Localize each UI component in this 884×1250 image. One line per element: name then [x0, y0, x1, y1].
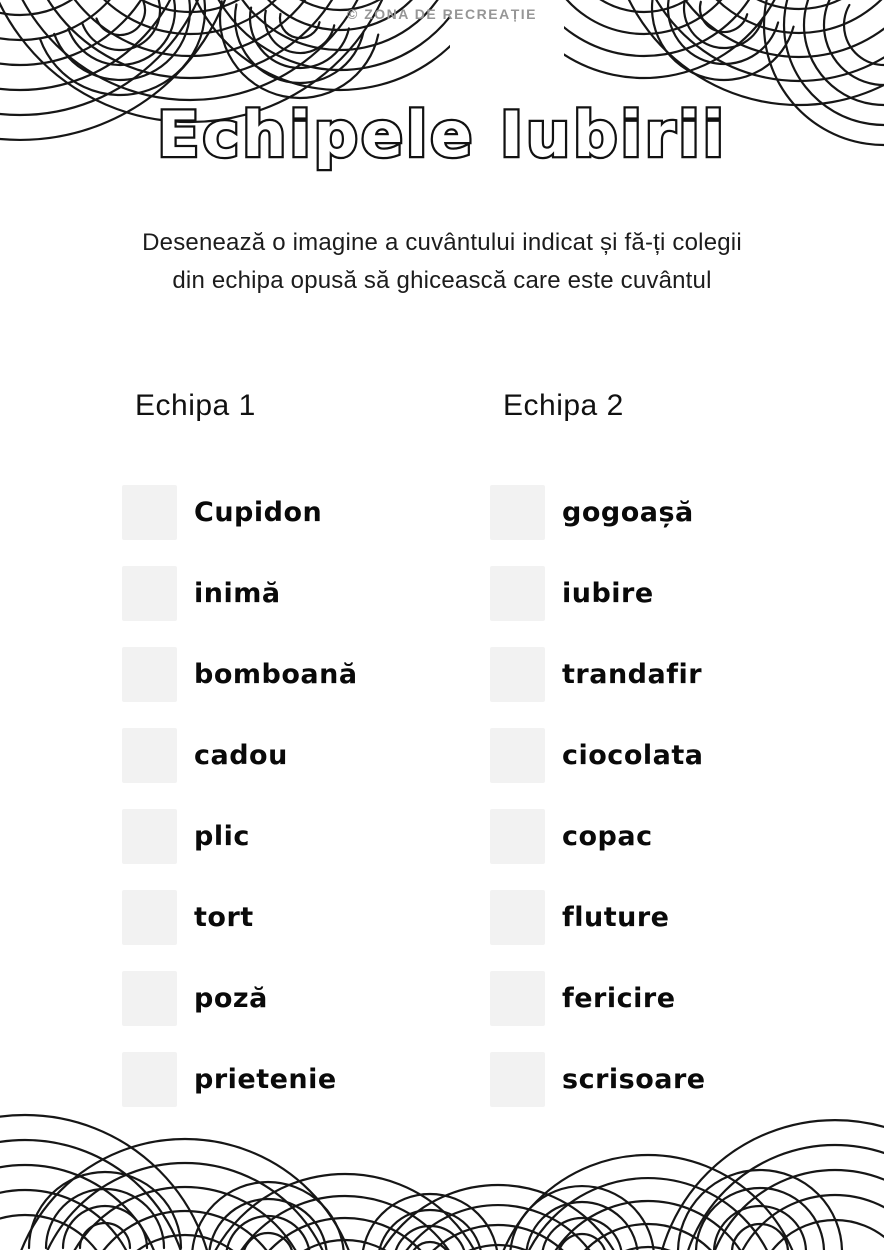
- word-checkbox[interactable]: [490, 809, 545, 864]
- page-title: Echipele Iubirii: [157, 98, 727, 171]
- word-label: inimă: [194, 578, 281, 609]
- word-row: [490, 647, 790, 702]
- word-label: ciocolata: [562, 740, 704, 771]
- word-checkbox[interactable]: [490, 1052, 545, 1107]
- word-row: [490, 566, 790, 621]
- word-checkbox[interactable]: [122, 809, 177, 864]
- word-checkbox[interactable]: [122, 1052, 177, 1107]
- word-row: [490, 485, 790, 540]
- word-row: [490, 971, 790, 1026]
- word-row: [122, 485, 422, 540]
- word-label: cadou: [194, 740, 288, 771]
- word-checkbox[interactable]: [490, 647, 545, 702]
- word-row: [490, 890, 790, 945]
- word-label: fluture: [562, 902, 670, 933]
- instructions-line-1: Desenează o imagine a cuvântului indicat și fă-ți colegii: [142, 229, 742, 256]
- word-row: [490, 1052, 790, 1107]
- word-row: [122, 566, 422, 621]
- word-label: plic: [194, 821, 250, 852]
- word-row: [490, 809, 790, 864]
- word-row: [122, 890, 422, 945]
- team-2-word-list: [490, 485, 790, 1107]
- word-checkbox[interactable]: [122, 890, 177, 945]
- word-checkbox[interactable]: [490, 566, 545, 621]
- team-2-column: [490, 388, 790, 1133]
- word-label: poză: [194, 983, 268, 1014]
- brand-copyright: © ZONA DE RECREAȚIE: [347, 6, 537, 22]
- team-1-column: [122, 388, 422, 1133]
- word-label: bomboană: [194, 659, 358, 690]
- word-label: scrisoare: [562, 1064, 706, 1095]
- team-1-word-list: [122, 485, 422, 1107]
- word-checkbox[interactable]: [122, 647, 177, 702]
- word-label: iubire: [562, 578, 654, 609]
- word-checkbox[interactable]: [490, 728, 545, 783]
- word-row: [122, 728, 422, 783]
- word-row: [122, 647, 422, 702]
- word-checkbox[interactable]: [490, 971, 545, 1026]
- word-label: gogoașă: [562, 497, 694, 528]
- word-label: copac: [562, 821, 653, 852]
- word-label: Cupidon: [194, 497, 323, 528]
- word-checkbox[interactable]: [122, 485, 177, 540]
- word-row: [490, 728, 790, 783]
- word-checkbox[interactable]: [122, 566, 177, 621]
- word-checkbox[interactable]: [490, 485, 545, 540]
- word-label: tort: [194, 902, 254, 933]
- word-label: prietenie: [194, 1064, 337, 1095]
- word-checkbox[interactable]: [122, 728, 177, 783]
- word-row: [122, 809, 422, 864]
- word-row: [122, 1052, 422, 1107]
- word-row: [122, 971, 422, 1026]
- team-1-name: Echipa 1: [135, 389, 256, 422]
- instructions: [0, 224, 884, 300]
- word-checkbox[interactable]: [122, 971, 177, 1026]
- word-label: fericire: [562, 983, 676, 1014]
- word-checkbox[interactable]: [490, 890, 545, 945]
- team-2-name: Echipa 2: [503, 389, 624, 422]
- word-label: trandafir: [562, 659, 703, 690]
- instructions-line-2: din echipa opusă să ghicească care este cuvântul: [172, 267, 712, 294]
